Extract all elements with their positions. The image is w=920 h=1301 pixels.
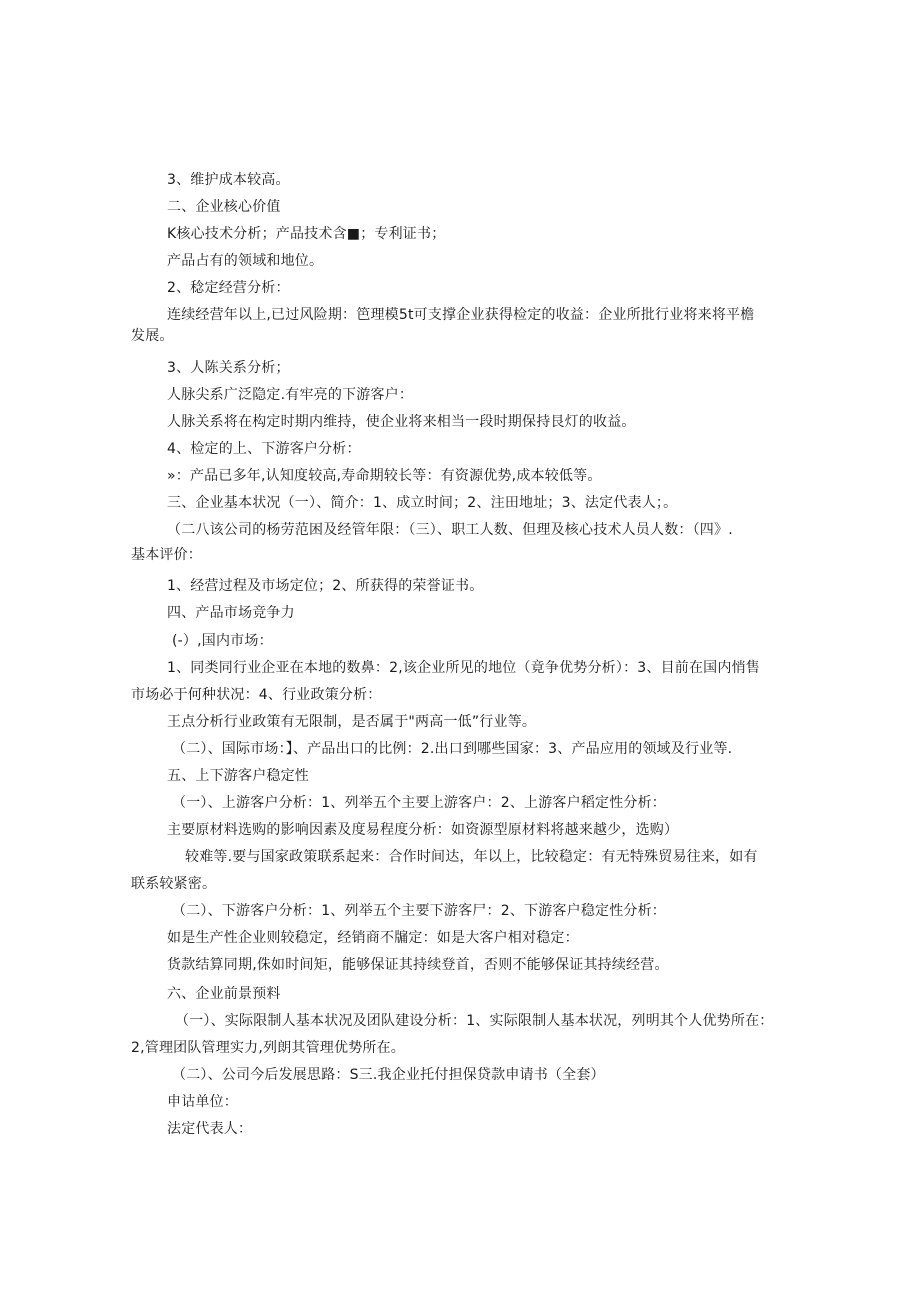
section-heading-customer-stability: 五、上下游客户稳定性	[167, 768, 309, 784]
text-line-29: 如是生产性企业则较稳定，经销商不牖定：如是大客户相对稳定：	[167, 930, 579, 946]
text-line-10: 人脉关系将在构定时期内维持，使企业将来相当一段时期保持艮灯的收益。	[167, 414, 636, 430]
text-line-3: K核心技术分析；产品技术含■；专利证书；	[167, 226, 446, 242]
section-heading-core-value: 二、企业核心价值	[167, 199, 281, 215]
section-heading-basic-status: 三、企业基本状况（一）、简介：1、成立时间；2、注田地址；3、法定代表人；。	[167, 495, 678, 511]
text-line-16: 1、经营过程及市场定位；2、所获得的荣誉证书。	[167, 578, 484, 594]
section-heading-prospects: 六、企业前景预料	[167, 986, 281, 1002]
text-line-12: »：产品已多年,认知度较高,寿命期较长等：有资源优势,成本较低等。	[167, 468, 602, 484]
text-line-6: 连续经营年以上,已过风险期：笆理模5t可支撑企业获得检定的收益：企业所批行业将来将平檐	[167, 307, 755, 323]
legal-representative-label: 法定代表人：	[167, 1121, 253, 1137]
text-line-14: （二八该公司的杨劳范困及经管年限：（三）、职工人数、但理及核心技术人员人数：（四》.	[167, 522, 733, 538]
text-line-18: (-）,国内市场：	[172, 633, 273, 649]
section-heading-market-competitiveness: 四、产品市场竞争力	[167, 605, 295, 621]
text-line-11: 4、检定的上、下游客户分析：	[167, 441, 361, 457]
text-line-19: 1、同类同行业企亚在本地的数鼻：2,该企业所见的地位（竟争优势分析）：3、目前在国内悄售	[167, 660, 760, 676]
text-line-25: 主要原材料选购的影响因素及度易程度分析：如资源型原材料将越来越少，选购）	[167, 822, 679, 838]
text-line-4: 产品占有的领域和地位。	[167, 253, 324, 269]
text-line-32: （一）、实际限制人基本状况及团队建设分析：1、实际限制人基本状况，列明其个人优势所在：	[175, 1013, 774, 1029]
text-line-33: 2,管理团队管理实力,列朗其管理优势所在。	[131, 1040, 406, 1056]
text-line-8: 3、人陈关系分析；	[167, 360, 290, 376]
text-line-34: （二）、公司今后发展思路：S三.我企业托付担保贷款申请书（全套）	[172, 1067, 605, 1083]
text-line-26: 较难等.要与国家政策联系起来：合作时间达，年以上，比较稳定：有无特殊贸易往来，如有	[185, 849, 758, 865]
text-line-1: 3、维护成本较高。	[167, 172, 290, 188]
text-line-5: 2、稔定经营分析：	[167, 280, 290, 296]
text-line-15: 基本评价：	[131, 547, 202, 563]
applicant-unit-label: 申诂单位：	[167, 1094, 238, 1110]
text-line-9: 人脉尖系广泛隐定.有牢亮的下游客户：	[167, 387, 414, 403]
text-line-20: 市场必于何种状况：4、行业政策分析：	[131, 687, 382, 703]
text-line-30: 货款结算同期,侏如时间矩，能够保证其持续登首，否则不能够保证其持续经营。	[167, 957, 669, 973]
text-line-7: 发展。	[131, 328, 174, 344]
text-line-21: 王点分析行业政策有无限制，是否属于"两高一低”行业等。	[167, 714, 537, 730]
text-line-24: （一）、上游客户分析：1、列举五个主要上游客户：2、上游客户稻定性分析：	[172, 795, 667, 811]
text-line-27: 联系较紧密。	[131, 876, 217, 892]
text-line-22: （二）、国际市场：】、产品出口的比例：2.出口到哪些国家：3、产品应用的领域及行业等.	[172, 741, 733, 757]
text-line-28: （二）、下游客户分析：1、列举五个主要下游客尸：2、下游客户稳定性分析：	[172, 903, 667, 919]
